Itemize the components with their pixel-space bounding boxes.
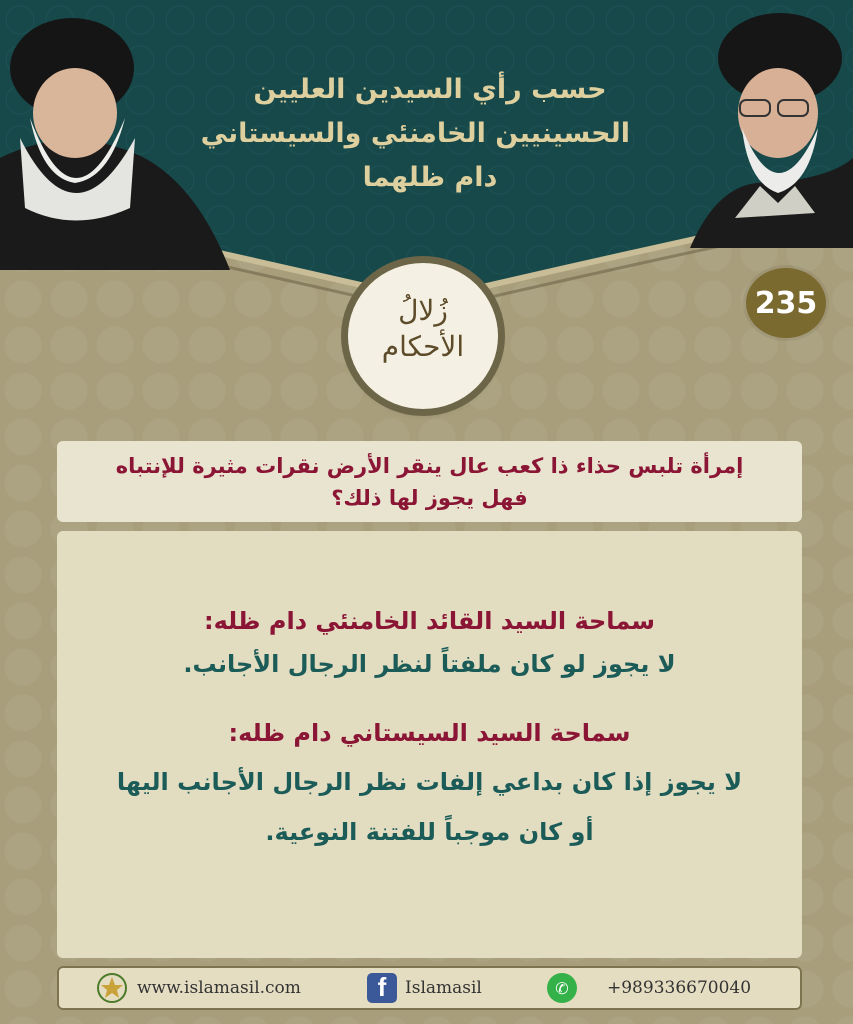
facebook-icon: f — [367, 973, 397, 1003]
question-line-2: فهل يجوز لها ذلك؟ — [331, 486, 528, 510]
answers-box — [57, 531, 802, 958]
facebook-text: Islamasil — [405, 978, 482, 998]
answer-2-text-line-1: لا يجوز إذا كان بداعي إلفات نظر الرجال الأجانب اليها — [116, 768, 743, 796]
whatsapp-link[interactable] — [547, 966, 751, 1010]
left-portrait — [0, 8, 230, 270]
series-logo — [348, 263, 498, 409]
phone-text: +989336670040 — [607, 978, 752, 998]
site-emblem-icon — [95, 971, 129, 1005]
logo-line-1: زُلالُ — [398, 294, 448, 327]
website-link[interactable] — [95, 966, 301, 1010]
issue-number-badge: 235 — [746, 268, 826, 338]
whatsapp-icon: ✆ — [547, 973, 577, 1003]
facebook-link[interactable] — [367, 966, 482, 1010]
right-portrait — [690, 8, 853, 248]
logo-text — [348, 293, 498, 365]
answer-2-heading: سماحة السيد السيستاني دام ظله: — [228, 719, 631, 747]
footer-bar — [57, 966, 802, 1010]
title-line-1: حسب رأي السيدين العليين — [253, 74, 607, 105]
answer-2-text-line-2: أو كان موجباً للفتنة النوعية. — [265, 818, 594, 846]
answer-1-text: لا يجوز لو كان ملفتاً لنظر الرجال الأجانب. — [183, 650, 676, 678]
logo-line-2: الأحكام — [381, 330, 465, 363]
question-box — [57, 441, 802, 522]
header-title — [200, 68, 630, 200]
question-line-1: إمرأة تلبس حذاء ذا كعب عال ينقر الأرض نقرات مثيرة للإنتباه — [115, 454, 744, 478]
title-line-3: دام ظلهما — [362, 162, 498, 193]
website-text: www.islamasil.com — [137, 978, 301, 998]
answer-1-heading: سماحة السيد القائد الخامنئي دام ظله: — [203, 607, 656, 635]
title-line-2: الحسينيين الخامنئي والسيستاني — [200, 118, 630, 149]
